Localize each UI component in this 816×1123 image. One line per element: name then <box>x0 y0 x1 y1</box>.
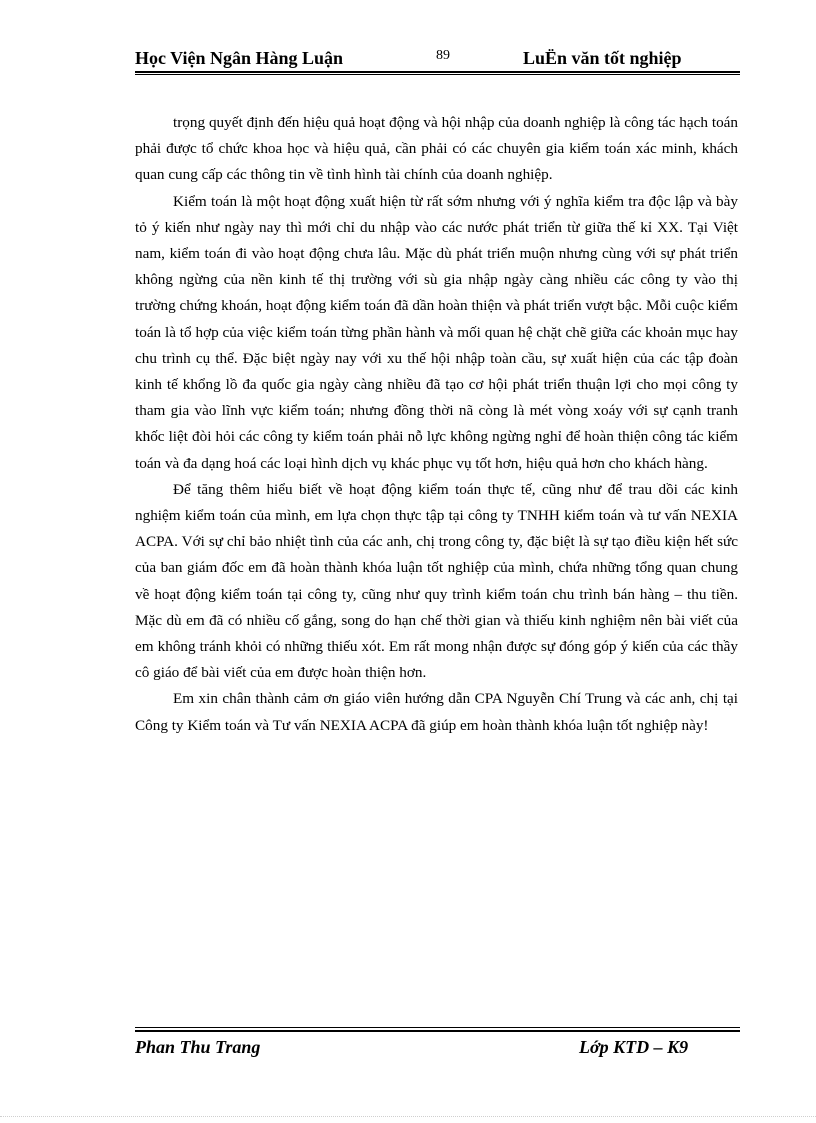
paragraph-2: Kiểm toán là một hoạt động xuất hiện từ rất sớm nhưng với ý nghĩa kiểm tra độc lập và bày tỏ ý kiến như ngày nay thì mới chỉ du nhập vào các nước phát triển từ giữa thế kỉ XX. Tại Việt nam, kiểm toán đi vào hoạt động chưa lâu. Mặc dù phát triển muộn nhưng cùng với sự phát triển không ngừng của nền kinh tế thị trường với sù gia nhập ngày càng nhiều các công ty vào thị trường chứng khoán, hoạt động kiểm toán đã dần hoàn thiện và phát triển vượt bậc. Mỗi cuộc kiểm toán là tổ hợp của việc kiểm toán từng phần hành và mối quan hệ chặt chẽ giữa các khoản mục hay chu trình cụ thể. Đặc biệt ngày nay với xu thế hội nhập toàn cầu, sự xuất hiện của các tập đoàn kinh tế khổng lồ đa quốc gia ngày càng nhiều đã tạo cơ hội phát triển thuận lợi cho mọi công ty tham gia vào lĩnh vực kiểm toán; nhưng đồng thời nã còng là mét vòng xoáy với sự cạnh tranh khốc liệt đòi hỏi các công ty kiểm toán phải nỗ lực không ngừng nghỉ để hoàn thiện công tác kiểm toán và đa dạng hoá các loại hình dịch vụ khác phục vụ tốt hơn, hiệu quả hơn cho khách hàng. <box>135 192 738 472</box>
page-number: 89 <box>436 48 450 63</box>
footer-author: Phan Thu Trang <box>135 1037 261 1057</box>
header-document-type: LuËn văn tốt nghiệp <box>523 48 682 68</box>
page-footer <box>135 1037 740 1061</box>
footer-divider <box>135 1027 740 1032</box>
footer-class: Lớp KTD – K9 <box>579 1037 689 1057</box>
paragraph-4: Em xin chân thành cảm ơn giáo viên hướng dẫn CPA Nguyễn Chí Trung và các anh, chị tại Công ty Kiểm toán và Tư vấn NEXIA ACPA đã giúp em hoàn thành khóa luận tốt nghiệp này! <box>135 690 738 734</box>
page-edge <box>0 1116 816 1117</box>
header-institution: Học Viện Ngân Hàng Luận <box>135 48 344 68</box>
document-body <box>135 110 738 739</box>
page-header <box>135 48 740 72</box>
header-divider <box>135 71 740 75</box>
paragraph-3: Để tăng thêm hiểu biết về hoạt động kiểm toán thực tế, cũng như để trau dồi các kinh nghiệm kiểm toán của mình, em lựa chọn thực tập tại công ty TNHH kiểm toán và tư vấn NEXIA ACPA. Với sự chỉ bảo nhiệt tình của các anh, chị trong công ty, đặc biệt là sự tạo điều kiện hết sức của ban giám đốc em đã hoàn thành khóa luận tốt nghiệp của mình, chứa những tổng quan chung về hoạt động kiểm toán tại công ty, cũng như quy trình kiểm toán chu trình bán hàng – thu tiền. Mặc dù em đã có nhiều cố gắng, song do hạn chế thời gian và thiếu kinh nghiệm nên bài viết của em không tránh khỏi có những thiếu xót. Em rất mong nhận được sự đóng góp ý kiến của các thầy cô giáo để bài viết của em được hoàn thiện hơn. <box>135 480 738 682</box>
paragraph-1: trọng quyết định đến hiệu quả hoạt động và hội nhập của doanh nghiệp là công tác hạch toán phải được tổ chức khoa học và hiệu quả, cần phải có các chuyên gia kiểm toán xác minh, khách quan cung cấp các thông tin về tình hình tài chính của doanh nghiệp. <box>135 114 738 184</box>
